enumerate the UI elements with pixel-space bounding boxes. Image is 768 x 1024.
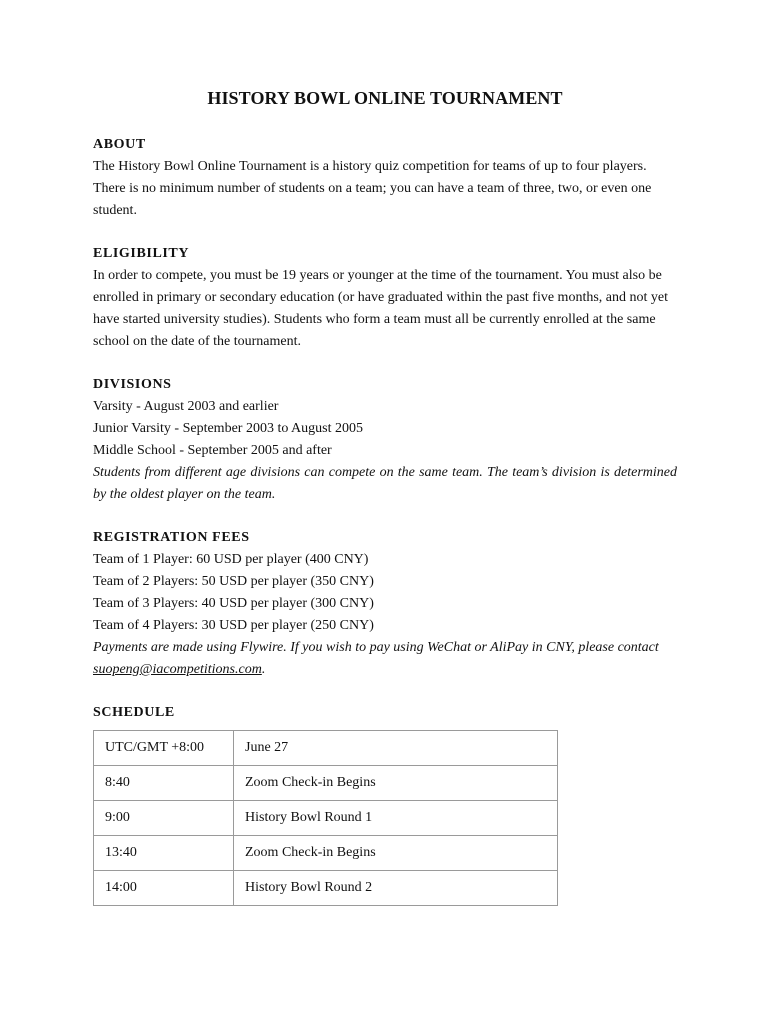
schedule-event-cell: History Bowl Round 1 <box>234 801 558 836</box>
schedule-time-cell: 8:40 <box>94 766 234 801</box>
table-row <box>94 731 558 766</box>
eligibility-body: In order to compete, you must be 19 years or younger at the time of the tournament. You must also be enrolled in primary or secondary education (or have graduated within the past five months, and not yet have started university studies). Students who form a team must all be currently enrolled at the same school on the date of the tournament. <box>93 268 668 349</box>
table-row <box>94 871 558 906</box>
about-body: The History Bowl Online Tournament is a history quiz competition for teams of up to four players. There is no minimum number of students on a team; you can have a team of three, two, or even one student. <box>93 159 652 218</box>
schedule-time-cell: 9:00 <box>94 801 234 836</box>
fees-section <box>93 527 677 681</box>
schedule-heading: SCHEDULE <box>93 705 175 720</box>
schedule-event-cell: History Bowl Round 2 <box>234 871 558 906</box>
fees-note-prefix: Payments are made using Flywire. If you wish to pay using WeChat or AliPay in CNY, please contact <box>93 640 659 655</box>
divisions-section <box>93 374 677 506</box>
schedule-time-cell: 13:40 <box>94 836 234 871</box>
table-row <box>94 836 558 871</box>
schedule-event-cell: Zoom Check-in Begins <box>234 836 558 871</box>
fees-heading: REGISTRATION FEES <box>93 530 250 545</box>
divisions-note: Students from different age divisions can compete on the same team. The team’s division is determined by the oldest player on the team. <box>93 465 677 502</box>
document-page <box>93 84 677 927</box>
fee-team-of-3: Team of 3 Players: 40 USD per player (300 CNY) <box>93 596 374 611</box>
fees-note <box>93 637 677 681</box>
about-section <box>93 134 677 222</box>
schedule-event-cell: Zoom Check-in Begins <box>234 766 558 801</box>
table-row <box>94 766 558 801</box>
fee-team-of-4: Team of 4 Players: 30 USD per player (250 CNY) <box>93 618 374 633</box>
fees-note-suffix: . <box>261 662 266 677</box>
divisions-heading: DIVISIONS <box>93 377 172 392</box>
document-title: HISTORY BOWL ONLINE TOURNAMENT <box>207 88 563 108</box>
schedule-time-cell: UTC/GMT +8:00 <box>94 731 234 766</box>
schedule-event-cell: June 27 <box>234 731 558 766</box>
fee-team-of-1: Team of 1 Player: 60 USD per player (400 CNY) <box>93 552 369 567</box>
division-junior-varsity: Junior Varsity - September 2003 to August 2005 <box>93 421 364 436</box>
division-middle-school: Middle School - September 2005 and after <box>93 443 332 458</box>
fee-team-of-2: Team of 2 Players: 50 USD per player (350 CNY) <box>93 574 374 589</box>
eligibility-heading: ELIGIBILITY <box>93 246 190 261</box>
schedule-section <box>93 702 677 906</box>
contact-email-link[interactable]: suopeng@iacompetitions.com <box>93 662 262 677</box>
schedule-table <box>93 730 558 906</box>
about-heading: ABOUT <box>93 137 146 152</box>
table-row <box>94 801 558 836</box>
eligibility-section <box>93 243 677 353</box>
division-varsity: Varsity - August 2003 and earlier <box>93 399 279 414</box>
schedule-time-cell: 14:00 <box>94 871 234 906</box>
